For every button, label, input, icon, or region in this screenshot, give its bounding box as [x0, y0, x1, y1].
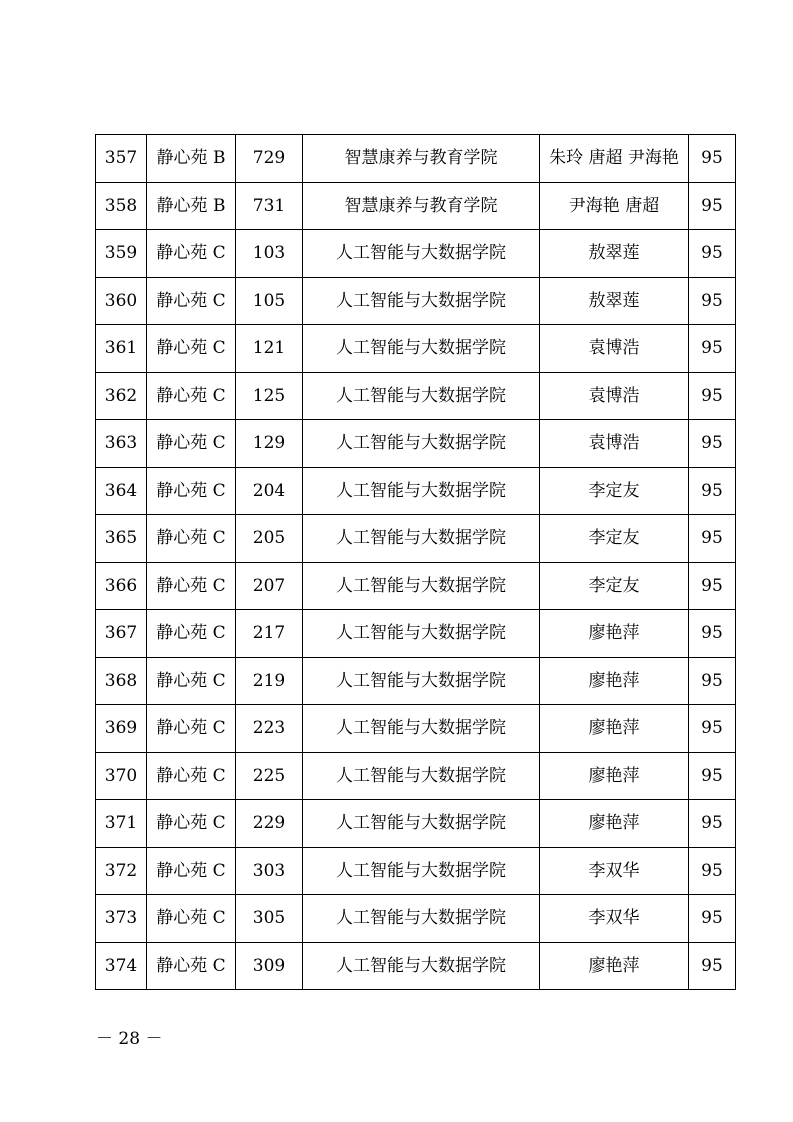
table-row [96, 800, 736, 848]
room-number-cell: 205 [236, 515, 303, 563]
row-number-cell: 358 [96, 182, 147, 230]
score-cell: 95 [689, 135, 736, 183]
score-cell: 95 [689, 230, 736, 278]
row-number-cell: 372 [96, 847, 147, 895]
college-cell: 人工智能与大数据学院 [303, 372, 540, 420]
score-cell: 95 [689, 657, 736, 705]
table-row [96, 277, 736, 325]
building-cell: 静心苑 B [147, 135, 236, 183]
room-number-cell: 305 [236, 895, 303, 943]
teacher-cell: 李定友 [540, 467, 689, 515]
table-row [96, 515, 736, 563]
score-cell: 95 [689, 467, 736, 515]
room-number-cell: 223 [236, 705, 303, 753]
row-number-cell: 374 [96, 942, 147, 990]
table-row [96, 420, 736, 468]
room-number-cell: 229 [236, 800, 303, 848]
table-row [96, 372, 736, 420]
college-cell: 人工智能与大数据学院 [303, 230, 540, 278]
teacher-cell: 廖艳萍 [540, 752, 689, 800]
table-row [96, 657, 736, 705]
score-cell: 95 [689, 705, 736, 753]
building-cell: 静心苑 C [147, 230, 236, 278]
college-cell: 人工智能与大数据学院 [303, 325, 540, 373]
building-cell: 静心苑 C [147, 562, 236, 610]
teacher-cell: 李定友 [540, 515, 689, 563]
building-cell: 静心苑 C [147, 467, 236, 515]
college-cell: 人工智能与大数据学院 [303, 562, 540, 610]
table-row [96, 610, 736, 658]
table-row [96, 325, 736, 373]
room-number-cell: 105 [236, 277, 303, 325]
row-number-cell: 371 [96, 800, 147, 848]
table-row [96, 230, 736, 278]
building-cell: 静心苑 C [147, 515, 236, 563]
teacher-cell: 李双华 [540, 895, 689, 943]
dormitory-score-table [95, 134, 736, 990]
table-row [96, 942, 736, 990]
college-cell: 人工智能与大数据学院 [303, 467, 540, 515]
college-cell: 智慧康养与教育学院 [303, 182, 540, 230]
college-cell: 人工智能与大数据学院 [303, 705, 540, 753]
teacher-cell: 袁博浩 [540, 372, 689, 420]
room-number-cell: 225 [236, 752, 303, 800]
building-cell: 静心苑 C [147, 895, 236, 943]
room-number-cell: 207 [236, 562, 303, 610]
teacher-cell: 敖翠莲 [540, 230, 689, 278]
room-number-cell: 125 [236, 372, 303, 420]
table-row [96, 705, 736, 753]
college-cell: 人工智能与大数据学院 [303, 942, 540, 990]
building-cell: 静心苑 B [147, 182, 236, 230]
table-row [96, 562, 736, 610]
college-cell: 人工智能与大数据学院 [303, 895, 540, 943]
row-number-cell: 367 [96, 610, 147, 658]
row-number-cell: 360 [96, 277, 147, 325]
room-number-cell: 204 [236, 467, 303, 515]
page-number: － 28 － [96, 1029, 163, 1049]
building-cell: 静心苑 C [147, 372, 236, 420]
score-cell: 95 [689, 325, 736, 373]
score-cell: 95 [689, 562, 736, 610]
room-number-cell: 217 [236, 610, 303, 658]
teacher-cell: 李双华 [540, 847, 689, 895]
row-number-cell: 365 [96, 515, 147, 563]
building-cell: 静心苑 C [147, 800, 236, 848]
score-cell: 95 [689, 942, 736, 990]
room-number-cell: 129 [236, 420, 303, 468]
building-cell: 静心苑 C [147, 657, 236, 705]
score-cell: 95 [689, 610, 736, 658]
row-number-cell: 370 [96, 752, 147, 800]
room-number-cell: 121 [236, 325, 303, 373]
room-number-cell: 219 [236, 657, 303, 705]
row-number-cell: 366 [96, 562, 147, 610]
row-number-cell: 359 [96, 230, 147, 278]
row-number-cell: 368 [96, 657, 147, 705]
teacher-cell: 廖艳萍 [540, 657, 689, 705]
building-cell: 静心苑 C [147, 752, 236, 800]
score-cell: 95 [689, 895, 736, 943]
college-cell: 人工智能与大数据学院 [303, 752, 540, 800]
room-number-cell: 303 [236, 847, 303, 895]
row-number-cell: 362 [96, 372, 147, 420]
teacher-cell: 廖艳萍 [540, 610, 689, 658]
building-cell: 静心苑 C [147, 277, 236, 325]
teacher-cell: 尹海艳 唐超 [540, 182, 689, 230]
score-cell: 95 [689, 752, 736, 800]
college-cell: 人工智能与大数据学院 [303, 515, 540, 563]
college-cell: 人工智能与大数据学院 [303, 277, 540, 325]
room-number-cell: 729 [236, 135, 303, 183]
score-cell: 95 [689, 372, 736, 420]
score-cell: 95 [689, 847, 736, 895]
score-cell: 95 [689, 182, 736, 230]
table-row [96, 847, 736, 895]
college-cell: 人工智能与大数据学院 [303, 610, 540, 658]
table-row [96, 895, 736, 943]
building-cell: 静心苑 C [147, 705, 236, 753]
teacher-cell: 朱玲 唐超 尹海艳 [540, 135, 689, 183]
teacher-cell: 袁博浩 [540, 325, 689, 373]
teacher-cell: 廖艳萍 [540, 705, 689, 753]
table-row [96, 182, 736, 230]
college-cell: 人工智能与大数据学院 [303, 800, 540, 848]
building-cell: 静心苑 C [147, 420, 236, 468]
table-row [96, 467, 736, 515]
table-row [96, 752, 736, 800]
score-cell: 95 [689, 515, 736, 563]
teacher-cell: 廖艳萍 [540, 942, 689, 990]
teacher-cell: 廖艳萍 [540, 800, 689, 848]
row-number-cell: 369 [96, 705, 147, 753]
building-cell: 静心苑 C [147, 847, 236, 895]
table-row [96, 135, 736, 183]
score-cell: 95 [689, 800, 736, 848]
college-cell: 人工智能与大数据学院 [303, 657, 540, 705]
room-number-cell: 731 [236, 182, 303, 230]
room-number-cell: 309 [236, 942, 303, 990]
building-cell: 静心苑 C [147, 942, 236, 990]
building-cell: 静心苑 C [147, 325, 236, 373]
row-number-cell: 373 [96, 895, 147, 943]
building-cell: 静心苑 C [147, 610, 236, 658]
score-cell: 95 [689, 277, 736, 325]
score-cell: 95 [689, 420, 736, 468]
table-body [96, 135, 736, 990]
college-cell: 智慧康养与教育学院 [303, 135, 540, 183]
teacher-cell: 袁博浩 [540, 420, 689, 468]
row-number-cell: 357 [96, 135, 147, 183]
row-number-cell: 364 [96, 467, 147, 515]
teacher-cell: 敖翠莲 [540, 277, 689, 325]
row-number-cell: 363 [96, 420, 147, 468]
teacher-cell: 李定友 [540, 562, 689, 610]
college-cell: 人工智能与大数据学院 [303, 847, 540, 895]
row-number-cell: 361 [96, 325, 147, 373]
room-number-cell: 103 [236, 230, 303, 278]
college-cell: 人工智能与大数据学院 [303, 420, 540, 468]
